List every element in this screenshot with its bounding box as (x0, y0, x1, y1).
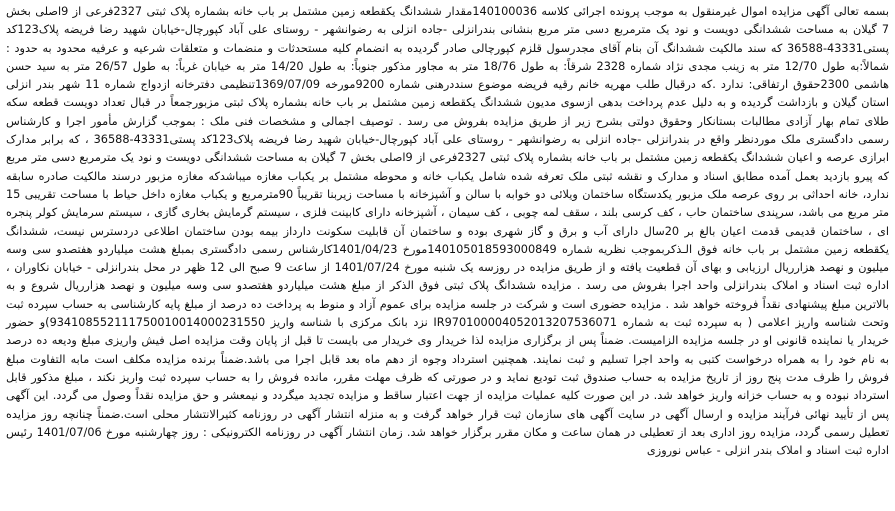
notice-body: بسمه تعالی آگهی مزایده اموال غیرمنقول به موجب پرونده اجرائی کلاسه 140100036مقدار ششدانگ یکقطعه زمین مشتمل بر باب خانه بشماره پلاک ثبتی 2327فرعی از 9اصلی بخش 7 گیلان به مساحت ششدانگی دویست و نود یک مترمربع دسی متر مربع بنشانی بندرانزلی -جاده انزلی به رضوانشهر - روستای علی آباد کپورچال-خیابان شهید رضا فریضه پلاک123کد پستی43331-36588 که سند مالکیت ششدانگ آن بنام آقای مجدرسول قلزم کپورچالی صادر گردیده به انضمام کلیه مستحدثات و منضمات و متعلقات شرعیه و عرفیه محدود به حدود : شمالاً:به طول 12/70 متر به زینب مجدی نژاد شماره 2328 شرقاً: به طول 18/76 متر به مجاور مذکور جنوباً: به طول 14/20 متر به خیابان غرباً: به طول 26/57 متر به سید حسن هاشمی 2300حقوق ارتفاقی: ندارد .که درقبال طلب مهریه خانم رقیه فریضه موضوع سنددرهنی شماره 9200مورخه 1369/07/09تنظیمی دفترخانه ازدواج شماره 11 شهر بندر انزلی استان گیلان و بازداشت گردیده و به دلیل عدم پرداخت بدهی ازسوی مدیون ششدانگ یکقطعه زمین مشتمل بر باب خانه بشماره پلاک ثبتی مزبورجمعاً در قبال تعداد دویست قطعه سکه طلای تمام بهار آزادی مطالبات بستانکار وحقوق دولتی بشرح زیر از طریق مزایده بفروش می رسد . توصیف اجمالی و مشخصات فنی ملک : بموجب گزارش مأمور اجرا و کارشناس رسمی دادگستری ملک موردنظر واقع در بندرانزلی -جاده انزلی به رضوانشهر - روستای علی آباد کپورچال-خیابان شهید رضا فریضه پلاک123کد پستی43331-36588 ، که برابر مدارک ابرازی عرصه و اعیان ششدانگ یکقطعه زمین مشتمل بر باب خانه بشماره پلاک ثبتی 2327فرعی از 9اصلی بخش 7 گیلان به مساحت ششدانگی دویست و نود یک مترمربع دسی متر مربع که پیرو بازدید بعمل آمده مطابق اسناد و مدارک و نقشه ثبتی ملک تعرفه شده شامل یکباب خانه و محوطه مشتمل بر یکباب مغازه میباشدکه مغازه مزبور درسند مالکیت صادره سابقه ندارد، خانه احداثی بر روی عرصه ملک مزبور یکدستگاه ساختمان ویلائی دو خوابه با سالن و آشپزخانه با مساحت زیربنا تقریباً 90مترمربع و یکباب مغازه داخل حیاط با مساحت تقریبی 15 متر مربع می باشد، سرپندی ساختمان حاب ، کف کرسی بلند ، سقف لمه چوبی ، کف سیمان ، آشپزخانه دارای کابینت فلزی ، سیستم گرمایش بخاری گازی ، سیستم سرمایش کولر پنجره ای ، ساختمان قدیمی قدمت اعیان بالغ بر 20سال دارای آب و برق و گاز شهری بوده و ساختمان آن قابلیت سکونت دارداز بیمه بودن ساختمان اطلاعی دردسترس نیست، ششدانگ یکقطعه زمین مشتمل بر باب خانه فوق الـذکربموجب نظریه شماره 140105018593000849مورخ 1401/04/23کارشناس رسمی دادگستری بمبلغ هشت میلیاردو هفتصدو سی وسه میلیون و نهصد هزارریال ارزیابی و بهای آن قطعیت یافته و از طریق مزایده در روزسه یک شنبه مورخ 1401/07/24 از ساعت 9 صبح الی 12 ظهر در محل بندرانزلی - خیابان نکاوران ، اداره ثبت اسناد و املاک بندرانزلی واحد اجرا بفروش می رسد . مزایده ششدانگ پلاک ثبتی فوق الذکر از مبلغ هشت میلیاردو هفتصدو سی وسه میلیون و نهصد هزارریال شروع و به بالاترین مبلغ پیشنهادی نقداً فروخته خواهد شد . مزایده حضوری است و شرکت در جلسه مزایده برای عموم آزاد و منوط به پرداخت ده درصد از مبلغ پایه کارشناسی به حساب سپرده ثبت وتحت شناسه واریز اعلامی ( به سپرده ثبت به شماره IR970100004052013207536071 نزد بانک مرکزی با شناسه واریز 934108552111750010014000231550)و حضور خریدار یا نماینده قانونی او در جلسه مزایده الزامیست. ضمناً پس از برگزاری مزایده لذا خریدار وی خریدار می بایست تا قبل از پایان وقت مزایده اصل فیش واریزی مبلغ ودیعه ده درصد به نام خود را به همراه درخواست کتبی به واحد اجرا تسلیم و ثبت نمایند. همچنین استرداد وجوه از دهم ماه بعد قابل اجرا می باشد.ضمناً برنده مزایده مکلف است مابه التفاوت مبلغ فروش را ظرف مدت پنج روز از تاریخ مزایده به حساب صندوق ثبت تودیع نماید و در صورتی که ظرف مهلت مقرر، مانده فروش را به حساب سپرده ثبت واریز نکند ، مبلغ مذکور قابل استرداد نبوده و به حساب خزانه واریز خواهد شد. در این صورت کلیه عملیات مزایده از جهت اعتبار ساقط و مزایده تجدید میگردد و نیمعشر و حق مزایده نقداً وصول می گردد. این آگهی پس از تأیید نهائی فرآیند مزایده و ارسال آگهی در سایت آگهی های سازمان ثبت قرار خواهد گرفت و به منزله انتشار آگهی در روزنامه کثیرالانتشار محلی است.ضمناً چنانچه روز مزایده تعطیل رسمی گردد، مزایده روز اداری بعد از تعطیلی در همان ساعت و مکان مقرر برگزار خواهد شد. زمان انتشار آگهی در روزنامه الکترونیکی : روز چهارشنبه مورخ 1401/07/06 رئیس اداره ثبت اسناد و املاک بندر انزلی - عباس نوروزی (6, 5, 890, 458)
